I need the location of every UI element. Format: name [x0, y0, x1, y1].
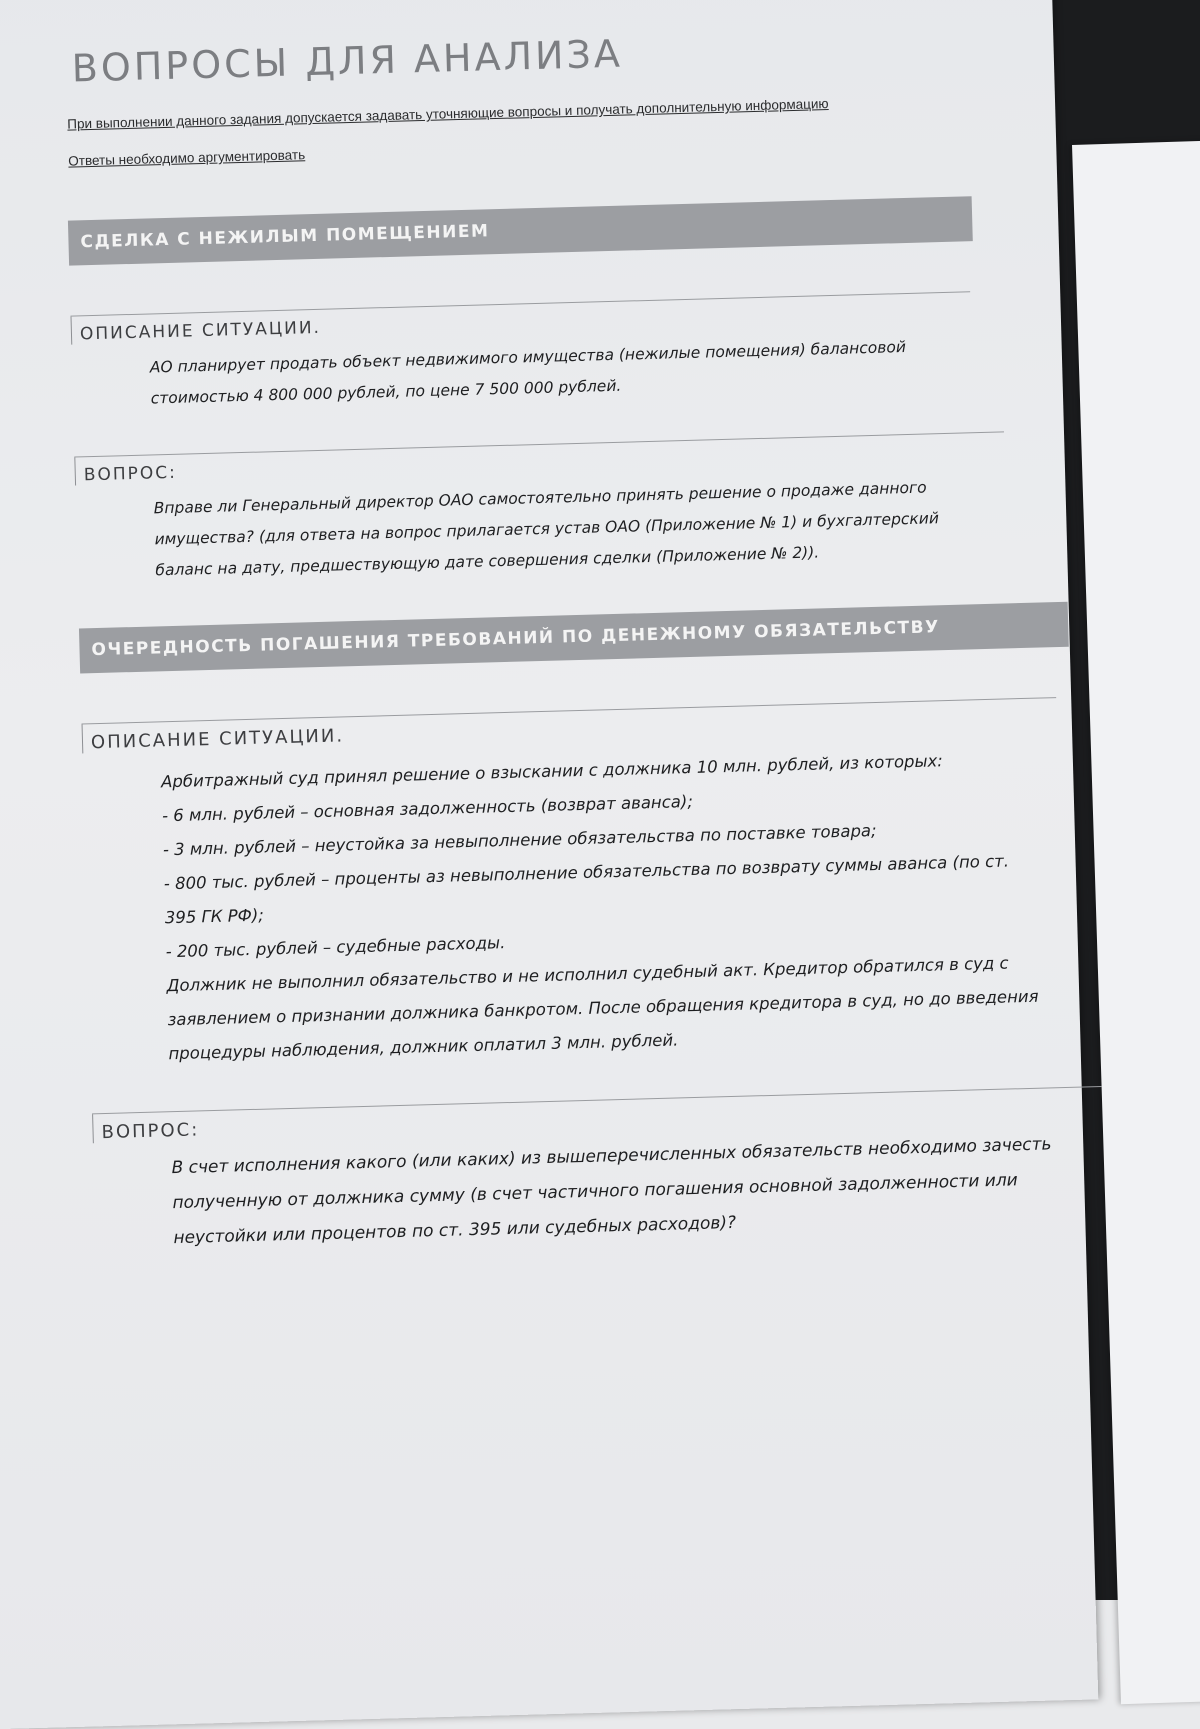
text-line: Должник не выполнил обязательство и не исполнил судебный акт. Кредитор обратился в суд с [166, 953, 1009, 996]
situation-text-1 [150, 329, 1011, 414]
text-line: стоимостью 4 800 000 рублей, по цене 7 500 000 рублей. [150, 376, 622, 408]
text-line: имущества? (для ответа на вопрос прилагается устав ОАО (Приложение № 1) и бухгалтерский [154, 509, 940, 549]
list-item: - 6 млн. рублей – основная задолженность (возврат аванса); [161, 791, 694, 826]
question-text-1 [153, 470, 1015, 586]
text-line: баланс на дату, предшествующую дате совершения сделки (Приложение № 2)). [155, 543, 820, 580]
text-line: Вправе ли Генеральный директор ОАО самостоятельно принять решение о продаже данного [153, 478, 927, 518]
list-item: - 3 млн. рублей – неустойка за невыполнение обязательства по поставке товара; [162, 820, 877, 860]
section-heading-1: СДЕЛКА С НЕЖИЛЫМ ПОМЕЩЕНИЕМ [68, 196, 973, 265]
text-line: 395 ГК РФ); [164, 905, 265, 928]
section-heading-2: ОЧЕРЕДНОСТЬ ПОГАШЕНИЯ ТРЕБОВАНИЙ ПО ДЕНЕЖНОМУ ОБЯЗАТЕЛЬСТВУ [79, 602, 1069, 674]
text-line: процедуры наблюдения, должник оплатил 3 млн. рублей. [168, 1030, 679, 1064]
situation-label-2: ОПИСАНИЕ СИТУАЦИИ. [82, 700, 1002, 754]
document-title: ВОПРОСЫ ДЛЯ АНАЛИЗА [71, 31, 624, 91]
instruction-note-2: Ответы необходимо аргументировать [68, 147, 306, 169]
question-label-1: ВОПРОС: [74, 433, 994, 486]
text-line: В счет исполнения какого (или каких) из вышеперечисленных обязательств необходимо зачесть [171, 1134, 1052, 1179]
situation-label-1: ОПИСАНИЕ СИТУАЦИИ. [71, 292, 991, 345]
question-label-2: ВОПРОС: [92, 1089, 1012, 1143]
instruction-note-1: При выполнении данного задания допускается задавать уточняющие вопросы и получать дополнительную информацию [67, 96, 829, 132]
text-line: АО планирует продать объект недвижимого имущества (нежилые помещения) балансовой [149, 338, 907, 377]
document-content [63, 22, 1052, 1298]
situation-text-2 [161, 741, 1069, 1071]
question-text-2 [171, 1126, 1113, 1256]
list-item: - 800 тыс. рублей – проценты аз невыполнение обязательства по возврату суммы аванса (по ст. [163, 851, 1010, 894]
list-item: - 200 тыс. рублей – судебные расходы. [165, 933, 506, 962]
text-line: заявлением о признании должника банкротом. После обращения кредитора в суд, но до введения [167, 986, 1039, 1030]
text-line: Арбитражный суд принял решение о взыскании с должника 10 млн. рублей, из которых: [160, 751, 944, 792]
text-line: полученную от должника сумму (в счет частичного погашения основной задолженности или [172, 1170, 1019, 1214]
text-line: неустойки или процентов по ст. 395 или судебных расходов)? [173, 1212, 737, 1249]
